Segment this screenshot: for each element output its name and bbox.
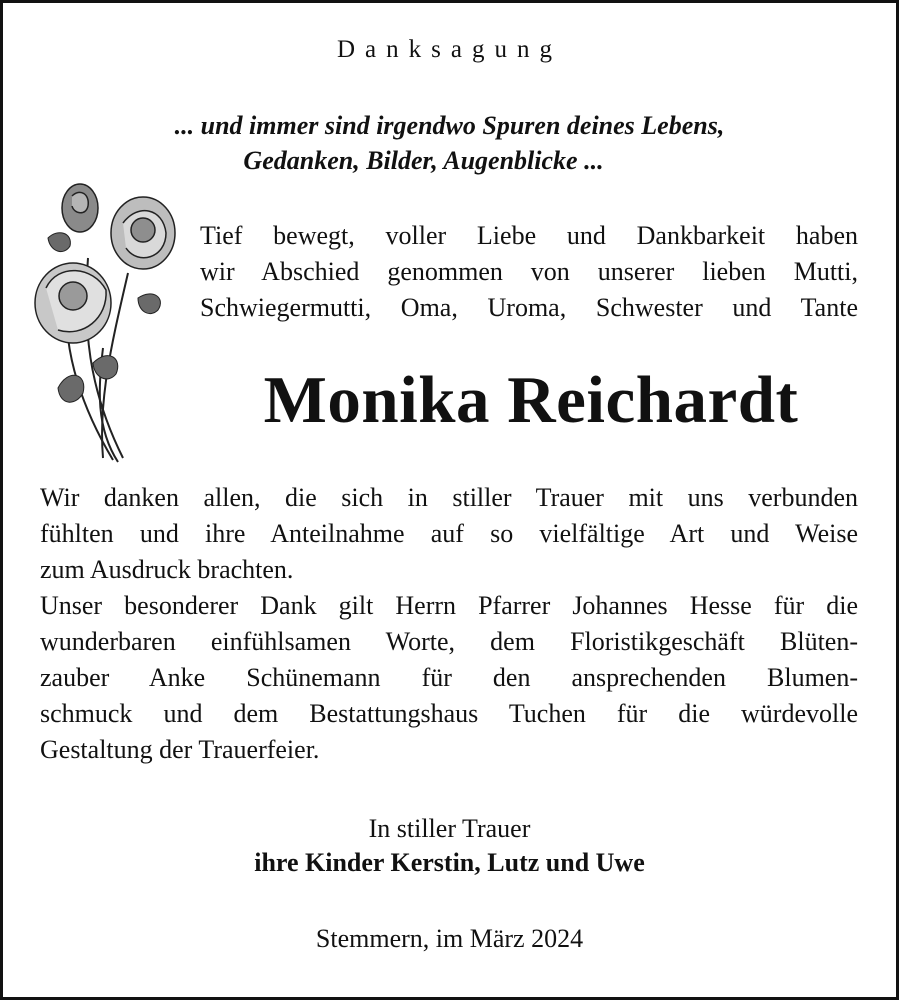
thanks-text — [40, 480, 858, 768]
intro-line-3: Schwiegermutti, Oma, Uroma, Schwester und Tante — [200, 293, 858, 322]
body-line: fühlten und ihre Anteilnahme auf so vielfältige Art und Weise — [40, 519, 858, 548]
quote-line-1: ... und immer sind irgendwo Spuren deines Lebens, — [174, 111, 725, 140]
quote-line-2: Gedanken, Bilder, Augenblicke ... — [243, 146, 604, 175]
body-line: Gestaltung der Trauerfeier. — [40, 735, 320, 764]
heading: Danksagung — [337, 36, 562, 63]
intro-line-2: wir Abschied genommen von unserer lieben Mutti, — [200, 257, 858, 286]
roses-icon — [28, 178, 178, 463]
signature-line-2: ihre Kinder Kerstin, Lutz und Uwe — [254, 848, 645, 877]
body-line: Unser besonderer Dank gilt Herrn Pfarrer Johannes Hesse für die — [40, 591, 858, 620]
quote — [0, 108, 899, 178]
place-date: Stemmern, im März 2024 — [315, 924, 584, 953]
body-line: zauber Anke Schünemann für den ansprechenden Blumen- — [40, 663, 858, 692]
deceased-name: Monika Reichardt — [263, 363, 799, 437]
body-line: zum Ausdruck brachten. — [40, 555, 294, 584]
signature-line-1: In stiller Trauer — [368, 814, 531, 843]
intro-text — [200, 218, 858, 326]
body-line: schmuck und dem Bestattungshaus Tuchen für die würdevolle — [40, 699, 858, 728]
body-line: Wir danken allen, die sich in stiller Trauer mit uns verbunden — [40, 483, 858, 512]
body-line: wunderbaren einfühlsamen Worte, dem Floristikgeschäft Blüten- — [40, 627, 858, 656]
intro-line-1: Tief bewegt, voller Liebe und Dankbarkeit haben — [200, 221, 858, 250]
